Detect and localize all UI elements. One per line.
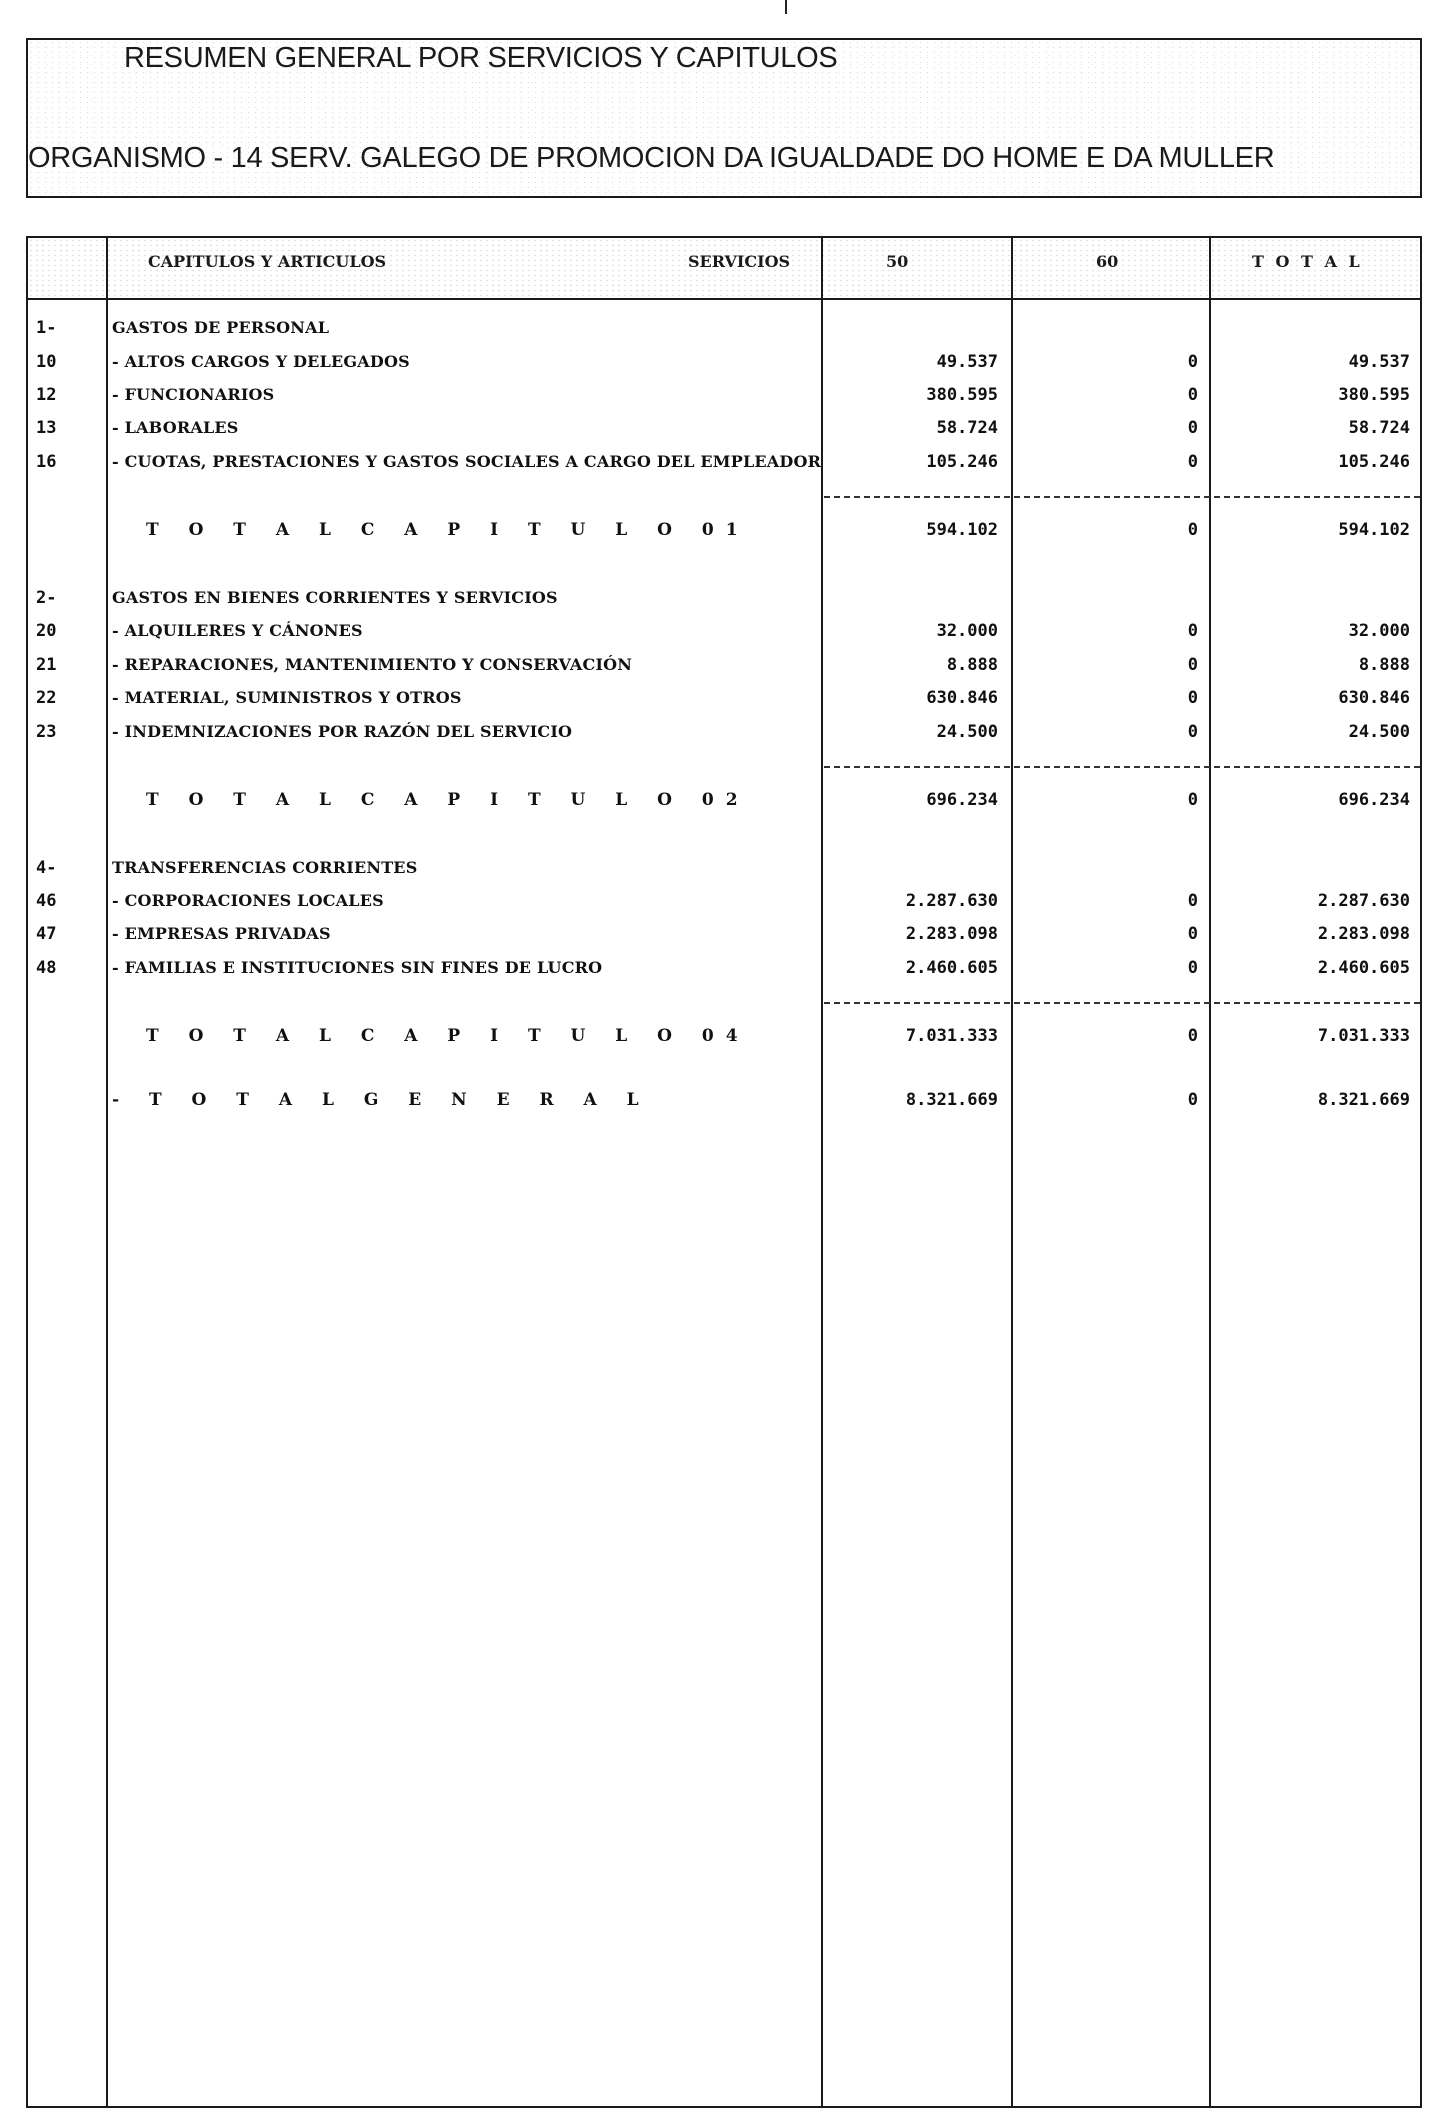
value-service-60: 0: [1187, 352, 1198, 372]
scan-tick-mark: [785, 0, 787, 14]
budget-table: [26, 236, 1422, 2108]
row-code: 1-: [36, 318, 57, 338]
row-code: 4-: [36, 858, 57, 878]
row-code: 2-: [36, 588, 57, 608]
value-total: 630.846: [1338, 688, 1410, 708]
value-service-50: 2.460.605: [905, 958, 998, 978]
value-service-50: 2.287.630: [905, 891, 998, 911]
row-description: - MATERIAL, SUMINISTROS Y OTROS: [112, 688, 462, 707]
col-header-50: 50: [886, 252, 909, 271]
total-label: T O T A L C A P I T U L O 02: [146, 790, 750, 810]
value-total: 7.031.333: [1317, 1026, 1410, 1046]
value-total: 105.246: [1338, 452, 1410, 472]
row-description: - FAMILIAS E INSTITUCIONES SIN FINES DE LUCRO: [112, 958, 603, 977]
row-code: 21: [36, 655, 57, 675]
row-code: 47: [36, 924, 57, 944]
organism-line: ORGANISMO - 14 SERV. GALEGO DE PROMOCION DA IGUALDADE DO HOME E DA MULLER: [28, 142, 1275, 174]
value-service-50: 105.246: [926, 452, 998, 472]
row-description: - CUOTAS, PRESTACIONES Y GASTOS SOCIALES A CARGO DEL EMPLEADOR: [112, 452, 822, 471]
value-total: 58.724: [1348, 418, 1410, 438]
value-service-60: 0: [1187, 790, 1198, 810]
value-total: 380.595: [1338, 385, 1410, 405]
row-description: - REPARACIONES, MANTENIMIENTO Y CONSERVACIÓN: [112, 655, 633, 674]
row-description: - FUNCIONARIOS: [112, 385, 275, 404]
subtotal-dashed-rule: [824, 496, 1420, 498]
col-header-concept: CAPITULOS Y ARTICULOS: [148, 252, 387, 271]
row-code: 23: [36, 722, 57, 742]
col-header-60: 60: [1096, 252, 1119, 271]
value-total: 594.102: [1338, 520, 1410, 540]
row-description: - CORPORACIONES LOCALES: [112, 891, 384, 910]
row-code: 22: [36, 688, 57, 708]
value-service-50: 32.000: [936, 621, 998, 641]
value-service-50: 24.500: [936, 722, 998, 742]
value-total: 24.500: [1348, 722, 1410, 742]
value-total: 8.321.669: [1317, 1090, 1410, 1110]
value-service-60: 0: [1187, 621, 1198, 641]
row-code: 10: [36, 352, 57, 372]
value-service-60: 0: [1187, 722, 1198, 742]
row-description: TRANSFERENCIAS CORRIENTES: [112, 858, 418, 877]
row-code: 48: [36, 958, 57, 978]
value-total: 696.234: [1338, 790, 1410, 810]
row-code: 13: [36, 418, 57, 438]
value-service-50: 7.031.333: [905, 1026, 998, 1046]
report-header: [26, 38, 1422, 198]
value-total: 49.537: [1348, 352, 1410, 372]
total-label: T O T A L C A P I T U L O 01: [146, 520, 750, 540]
col-header-total: T O T A L: [1252, 252, 1363, 271]
value-service-60: 0: [1187, 520, 1198, 540]
value-service-50: 58.724: [936, 418, 998, 438]
subtotal-dashed-rule: [824, 1002, 1420, 1004]
header-row-divider: [28, 298, 1420, 300]
row-code: 46: [36, 891, 57, 911]
row-description: GASTOS EN BIENES CORRIENTES Y SERVICIOS: [112, 588, 558, 607]
subtotal-dashed-rule: [824, 766, 1420, 768]
row-description: GASTOS DE PERSONAL: [112, 318, 330, 337]
value-service-60: 0: [1187, 418, 1198, 438]
row-description: - INDEMNIZACIONES POR RAZÓN DEL SERVICIO: [112, 722, 573, 741]
value-total: 8.888: [1358, 655, 1410, 675]
value-service-50: 2.283.098: [905, 924, 998, 944]
row-description: - ALQUILERES Y CÁNONES: [112, 621, 363, 640]
value-service-50: 8.888: [946, 655, 998, 675]
value-total: 2.460.605: [1317, 958, 1410, 978]
value-service-60: 0: [1187, 385, 1198, 405]
row-code: 16: [36, 452, 57, 472]
value-service-50: 630.846: [926, 688, 998, 708]
value-service-50: 8.321.669: [905, 1090, 998, 1110]
total-label: T O T A L C A P I T U L O 04: [146, 1026, 750, 1046]
row-code: 20: [36, 621, 57, 641]
row-description: - ALTOS CARGOS Y DELEGADOS: [112, 352, 410, 371]
code-column-divider: [106, 238, 108, 2106]
col60-divider: [1209, 238, 1211, 2106]
value-total: 2.283.098: [1317, 924, 1410, 944]
value-service-60: 0: [1187, 958, 1198, 978]
value-service-60: 0: [1187, 655, 1198, 675]
value-service-60: 0: [1187, 924, 1198, 944]
row-description: - LABORALES: [112, 418, 239, 437]
value-total: 32.000: [1348, 621, 1410, 641]
row-description: - EMPRESAS PRIVADAS: [112, 924, 331, 943]
col50-divider: [1011, 238, 1013, 2106]
report-title: RESUMEN GENERAL POR SERVICIOS Y CAPITULOS: [124, 42, 838, 74]
col-header-services: SERVICIOS: [688, 252, 791, 271]
value-service-60: 0: [1187, 891, 1198, 911]
value-service-50: 380.595: [926, 385, 998, 405]
concept-column-divider: [821, 238, 823, 2106]
value-service-60: 0: [1187, 688, 1198, 708]
value-total: 2.287.630: [1317, 891, 1410, 911]
value-service-60: 0: [1187, 452, 1198, 472]
value-service-60: 0: [1187, 1090, 1198, 1110]
value-service-50: 49.537: [936, 352, 998, 372]
value-service-50: 696.234: [926, 790, 998, 810]
value-service-50: 594.102: [926, 520, 998, 540]
value-service-60: 0: [1187, 1026, 1198, 1046]
total-label: - T O T A L G E N E R A L: [112, 1090, 651, 1110]
row-code: 12: [36, 385, 57, 405]
